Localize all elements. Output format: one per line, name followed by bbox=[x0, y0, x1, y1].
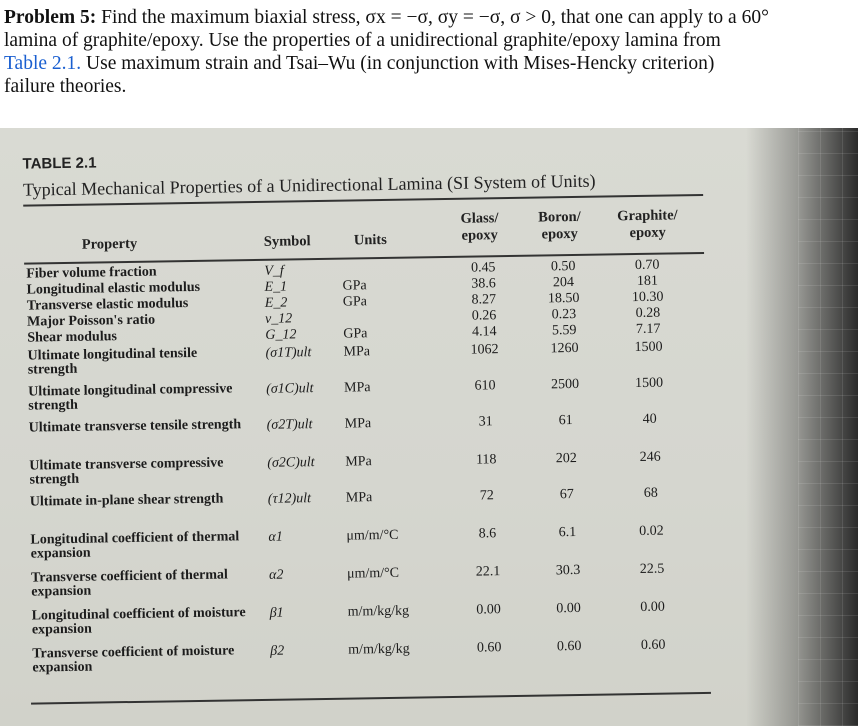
table-row bbox=[29, 485, 710, 510]
property-cell: Longitudinal elastic modulus bbox=[26, 279, 201, 298]
symbol-cell: (τ12)ult bbox=[267, 491, 312, 507]
glass-epoxy-value: 0.00 bbox=[476, 602, 501, 618]
units-cell: MPa bbox=[343, 344, 371, 360]
graphite-epoxy-value: 7.17 bbox=[635, 321, 661, 338]
boron-epoxy-value: 18.50 bbox=[547, 290, 580, 307]
graphite-epoxy-value: 40 bbox=[642, 411, 657, 427]
glass-epoxy-value: 1062 bbox=[470, 342, 499, 358]
graphite-epoxy-value: 246 bbox=[639, 449, 661, 465]
units-cell: μm/m/°C bbox=[346, 527, 399, 544]
header-graphite: Graphite/ bbox=[617, 207, 678, 225]
table-row bbox=[30, 561, 711, 600]
graphite-epoxy-value: 1500 bbox=[634, 339, 663, 356]
boron-epoxy-value: 2500 bbox=[550, 376, 580, 393]
header-rule bbox=[24, 252, 704, 264]
header-glass-epoxy bbox=[449, 210, 510, 245]
problem-line1: Find the maximum biaxial stress, σx = −σ, σy = −σ, σ > 0, that one can apply to a 60° bbox=[101, 7, 769, 28]
header-property: Property bbox=[81, 235, 138, 253]
symbol-cell: V_f bbox=[264, 263, 284, 279]
property-cell: Longitudinal coefficient of thermal expansion bbox=[30, 529, 240, 562]
problem-heading: Problem 5: bbox=[4, 7, 97, 28]
graphite-epoxy-value: 10.30 bbox=[631, 289, 664, 306]
table-row bbox=[31, 599, 712, 638]
symbol-cell: (σ1C)ult bbox=[266, 381, 314, 397]
boron-epoxy-value: 0.00 bbox=[556, 600, 581, 617]
table-page bbox=[0, 115, 858, 726]
header-boron-epoxy-sub: epoxy bbox=[541, 225, 578, 243]
table-photo bbox=[0, 128, 858, 726]
symbol-cell: E_2 bbox=[264, 295, 288, 311]
glass-epoxy-value: 72 bbox=[479, 488, 494, 504]
problem-line4: failure theories. bbox=[4, 76, 127, 97]
property-cell: Transverse elastic modulus bbox=[26, 296, 189, 314]
boron-epoxy-value: 67 bbox=[559, 487, 574, 503]
boron-epoxy-value: 30.3 bbox=[555, 562, 581, 579]
graphite-epoxy-value: 0.00 bbox=[640, 599, 665, 615]
boron-epoxy-value: 61 bbox=[558, 413, 573, 429]
table-title: Typical Mechanical Properties of a Unidirectional Lamina (SI System of Units) bbox=[22, 170, 596, 200]
units-cell: GPa bbox=[343, 326, 368, 342]
problem-text bbox=[0, 0, 858, 98]
table-link[interactable]: Table 2.1. bbox=[4, 53, 82, 74]
header-symbol: Symbol bbox=[263, 233, 311, 250]
glass-epoxy-value: 610 bbox=[474, 378, 496, 394]
boron-epoxy-value: 204 bbox=[552, 275, 575, 291]
symbol-cell: ν_12 bbox=[264, 311, 293, 327]
units-cell: m/m/kg/kg bbox=[347, 603, 410, 620]
table-row bbox=[28, 411, 709, 436]
boron-epoxy-value: 6.1 bbox=[558, 525, 577, 541]
boron-epoxy-value: 1260 bbox=[550, 340, 579, 357]
header-units: Units bbox=[353, 231, 387, 249]
header-glass: Glass/ bbox=[460, 210, 499, 227]
table-row bbox=[30, 523, 710, 562]
property-cell: Ultimate longitudinal compressive strength bbox=[28, 381, 233, 414]
symbol-cell: (σ2C)ult bbox=[267, 455, 315, 471]
graphite-epoxy-value: 0.70 bbox=[634, 257, 660, 274]
glass-epoxy-value: 8.27 bbox=[471, 292, 497, 308]
header-glass-epoxy-sub: epoxy bbox=[461, 227, 498, 244]
glass-epoxy-value: 0.45 bbox=[470, 260, 496, 276]
boron-epoxy-value: 0.60 bbox=[556, 638, 582, 655]
header-graphite-epoxy bbox=[607, 207, 688, 242]
table-label: TABLE 2.1 bbox=[22, 154, 97, 173]
table-row bbox=[32, 637, 712, 676]
units-cell: μm/m/°C bbox=[346, 565, 400, 582]
property-cell: Major Poisson's ratio bbox=[26, 312, 156, 330]
glass-epoxy-value: 38.6 bbox=[471, 276, 496, 292]
bottom-rule bbox=[31, 692, 711, 705]
units-cell: MPa bbox=[345, 454, 372, 470]
table-row bbox=[28, 375, 708, 414]
glass-epoxy-value: 0.60 bbox=[476, 640, 502, 656]
units-cell: MPa bbox=[344, 416, 372, 432]
header-graphite-epoxy-sub: epoxy bbox=[629, 224, 666, 242]
units-cell: MPa bbox=[344, 380, 371, 396]
graphite-epoxy-value: 0.60 bbox=[640, 637, 666, 653]
symbol-cell: G_12 bbox=[265, 327, 297, 343]
header-boron-epoxy bbox=[529, 209, 590, 244]
graphite-epoxy-value: 0.28 bbox=[635, 305, 661, 322]
boron-epoxy-value: 202 bbox=[555, 450, 577, 467]
symbol-cell: β1 bbox=[269, 605, 284, 621]
symbol-cell: (σ1T)ult bbox=[265, 345, 312, 361]
glass-epoxy-value: 22.1 bbox=[475, 564, 501, 580]
graphite-epoxy-value: 1500 bbox=[634, 375, 664, 392]
glass-epoxy-value: 31 bbox=[478, 414, 493, 430]
property-cell: Shear modulus bbox=[27, 329, 118, 346]
glass-epoxy-value: 8.6 bbox=[478, 526, 497, 542]
boron-epoxy-value: 0.23 bbox=[551, 306, 577, 323]
problem-line3: Use maximum strain and Tsai–Wu (in conjunction with Mises-Hencky criterion) bbox=[81, 53, 715, 74]
property-cell: Ultimate longitudinal tensile strength bbox=[27, 345, 198, 378]
graphite-epoxy-value: 68 bbox=[643, 485, 658, 501]
problem-statement bbox=[0, 0, 858, 128]
boron-epoxy-value: 5.59 bbox=[551, 322, 577, 339]
units-cell: MPa bbox=[345, 490, 373, 506]
symbol-cell: E_1 bbox=[264, 279, 288, 295]
graphite-epoxy-value: 22.5 bbox=[639, 561, 665, 578]
header-boron: Boron/ bbox=[538, 208, 581, 226]
glass-epoxy-value: 0.26 bbox=[471, 308, 497, 324]
property-cell: Fiber volume fraction bbox=[26, 264, 157, 282]
symbol-cell: α2 bbox=[268, 567, 284, 583]
symbol-cell: β2 bbox=[270, 643, 285, 659]
boron-epoxy-value: 0.50 bbox=[550, 258, 576, 275]
units-cell: GPa bbox=[342, 294, 368, 310]
units-cell: GPa bbox=[342, 278, 367, 294]
property-cell: Ultimate transverse compressive strength bbox=[29, 455, 224, 488]
property-cell: Transverse coefficient of moisture expansion bbox=[32, 643, 235, 676]
units-cell: m/m/kg/kg bbox=[348, 641, 410, 658]
graphite-epoxy-value: 0.02 bbox=[639, 523, 664, 540]
glass-epoxy-value: 118 bbox=[475, 452, 497, 468]
property-cell: Ultimate transverse tensile strength bbox=[28, 417, 242, 436]
property-cell: Transverse coefficient of thermal expansion bbox=[30, 567, 229, 600]
problem-line2: lamina of graphite/epoxy. Use the properties of a unidirectional graphite/epoxy lamina from bbox=[4, 30, 721, 51]
table-row bbox=[29, 449, 709, 488]
symbol-cell: (σ2T)ult bbox=[266, 417, 313, 433]
property-cell: Longitudinal coefficient of moisture expansion bbox=[31, 605, 246, 638]
graphite-epoxy-value: 181 bbox=[636, 273, 659, 290]
symbol-cell: α1 bbox=[268, 529, 283, 545]
property-cell: Ultimate in-plane shear strength bbox=[29, 491, 224, 510]
glass-epoxy-value: 4.14 bbox=[471, 324, 497, 340]
